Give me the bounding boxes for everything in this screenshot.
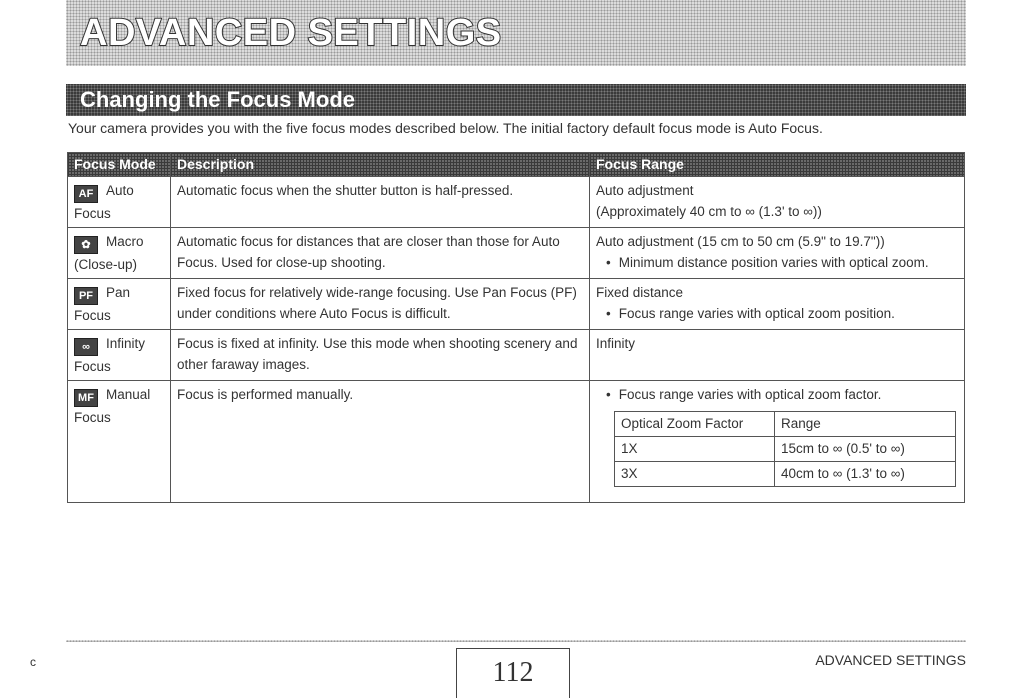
table-row (68, 381, 965, 503)
section-title-bar (66, 84, 966, 116)
range-text: Infinity (596, 336, 636, 351)
range-text-line2: (Approximately 40 cm to ∞ (1.3' to ∞)) (596, 204, 822, 219)
focus-mode-cell (68, 381, 171, 503)
column-header-focus-range: Focus Range (590, 153, 965, 177)
zoom-range: 15cm to ∞ (0.5' to ∞) (775, 437, 956, 462)
focus-range-cell (590, 177, 965, 228)
table-row (68, 177, 965, 228)
column-header-focus-mode: Focus Mode (68, 153, 171, 177)
focus-range-cell (590, 381, 965, 503)
footer-divider (66, 640, 966, 642)
column-header-description: Description (171, 153, 590, 177)
page-header-banner (66, 0, 966, 66)
page-number-box (456, 648, 570, 698)
focus-range-cell (590, 228, 965, 279)
table-row (68, 228, 965, 279)
section-title: Changing the Focus Mode (80, 87, 355, 112)
zoom-factor: 1X (615, 437, 775, 462)
range-bullets (596, 303, 958, 324)
page-title: ADVANCED SETTINGS (80, 12, 502, 54)
range-bullets (596, 384, 958, 405)
mode-name-line2: Focus (74, 359, 111, 374)
range-bullets (596, 252, 958, 273)
zoom-range: 40cm to ∞ (1.3' to ∞) (775, 462, 956, 487)
mode-name: Auto (106, 183, 134, 198)
subtable-row (615, 462, 956, 487)
subtable-header-row (615, 412, 956, 437)
zoom-range-subtable (614, 411, 956, 487)
range-text: Auto adjustment (596, 183, 694, 198)
focus-range-cell (590, 330, 965, 381)
af-icon: AF (74, 185, 98, 203)
intro-text: Your camera provides you with the five focus modes described below. The initial factory default focus mode is Auto Focus. (68, 120, 823, 136)
range-text: Auto adjustment (15 cm to 50 cm (5.9" to 19.7")) (596, 234, 885, 249)
mode-name-line2: Focus (74, 206, 111, 221)
range-bullet: • Focus range varies with optical zoom factor. (608, 384, 958, 405)
mode-name: Pan (106, 285, 131, 300)
footer-section-title: ADVANCED SETTINGS (815, 652, 966, 668)
infinity-icon: ∞ (74, 338, 98, 356)
description-cell: Focus is fixed at infinity. Use this mode when shooting scenery and other faraway images. (171, 330, 590, 381)
zoom-factor: 3X (615, 462, 775, 487)
page-number: 112 (492, 657, 534, 688)
focus-mode-cell (68, 330, 171, 381)
subtable-header-zoom: Optical Zoom Factor (615, 412, 775, 437)
subtable-row (615, 437, 956, 462)
focus-mode-cell (68, 177, 171, 228)
description-cell: Focus is performed manually. (171, 381, 590, 503)
footer-mark: c (30, 655, 36, 669)
range-bullet: • Minimum distance position varies with optical zoom. (608, 252, 958, 273)
focus-range-cell (590, 279, 965, 330)
macro-flower-icon: ✿ (74, 236, 98, 254)
mode-name-line2: (Close-up) (74, 257, 138, 272)
focus-mode-table (67, 152, 965, 503)
mode-name: Manual (106, 387, 151, 402)
description-cell: Automatic focus when the shutter button is half-pressed. (171, 177, 590, 228)
mode-name-line2: Focus (74, 308, 111, 323)
table-header-row (68, 153, 965, 177)
mode-name-line2: Focus (74, 410, 111, 425)
range-bullet: • Focus range varies with optical zoom position. (608, 303, 958, 324)
focus-mode-cell (68, 228, 171, 279)
subtable-header-range: Range (775, 412, 956, 437)
description-cell: Fixed focus for relatively wide-range focusing. Use Pan Focus (PF) under conditions where Auto Focus is difficult. (171, 279, 590, 330)
pf-icon: PF (74, 287, 98, 305)
description-cell: Automatic focus for distances that are closer than those for Auto Focus. Used for close-up shooting. (171, 228, 590, 279)
table-row (68, 279, 965, 330)
mf-icon: MF (74, 389, 98, 407)
mode-name: Infinity (106, 336, 146, 351)
mode-name: Macro (106, 234, 144, 249)
focus-mode-cell (68, 279, 171, 330)
table-row (68, 330, 965, 381)
range-text: Fixed distance (596, 285, 684, 300)
